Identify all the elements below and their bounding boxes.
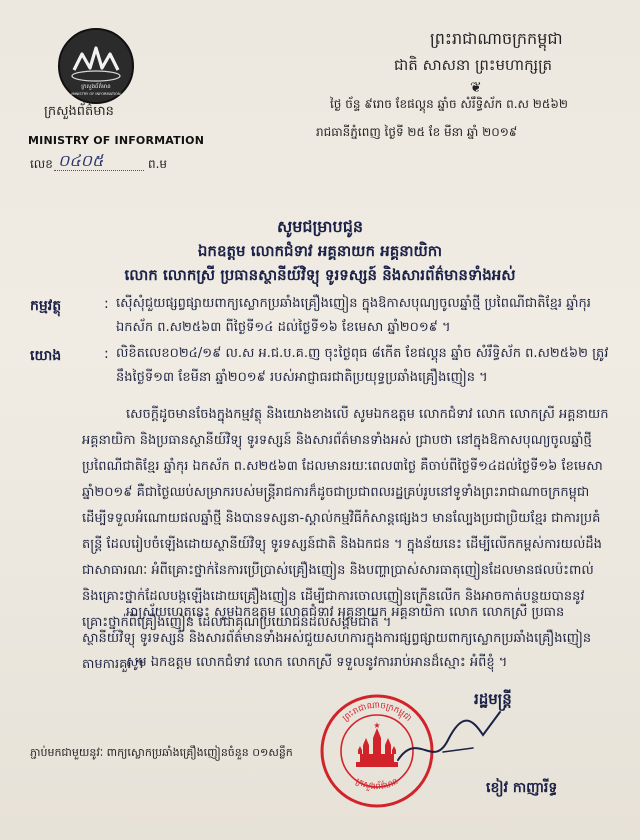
subject-colon: : <box>104 296 109 312</box>
national-motto: ជាតិ សាសនា ព្រះមហាក្សត្រ <box>394 56 553 74</box>
solar-date: រាជធានីភ្នំពេញ ថ្ងៃទី ២៥ ខែ មីនា ឆ្នាំ ២០១៩ <box>316 125 518 139</box>
kingdom-heading: ព្រះរាជាណាចក្រកម្ពុជា <box>430 29 563 48</box>
subject-text: ស៊ើសុំជួយផ្សព្វផ្សាយពាក្យស្លោកប្រឆាំងគ្រឿងញៀន ក្នុងឱកាសបុណ្យចូលឆ្នាំថ្មី ប្រពៃណីជាតិខ្មែរ ឆ្នាំកុរ ឯកស័ក ព.ស២៥៦៣ ពីថ្ងៃទី១៤ ដល់ថ្ងៃទី១៦ ខែមេសា ឆ្នាំ២០១៩ ។ <box>116 296 591 335</box>
logo-text: ក្រសួងព័ត៌មាន <box>81 84 111 90</box>
reference-number-unit: ព.ម <box>148 157 168 171</box>
stamp-bottom-text: ក្រសួងព័ត៌មាន <box>353 776 401 793</box>
reference-number-dots <box>54 170 144 171</box>
addressee-greeting: សូមជម្រាបជូន <box>276 217 363 236</box>
reference-number: ០៤០៥ <box>58 151 104 170</box>
logo-graphic <box>60 30 132 102</box>
ministry-name-kh: ក្រសួងព័ត៌មាន <box>44 104 114 119</box>
signature <box>388 700 518 780</box>
reference-number-label: លេខ <box>30 157 53 171</box>
ministry-logo <box>58 28 134 104</box>
reference-colon: : <box>104 346 109 362</box>
stamp-star-left: ★ <box>373 721 381 730</box>
reference-label: យោង <box>30 348 62 364</box>
logo-subtext: MINISTRY OF INFORMATION <box>71 92 121 96</box>
reference-text: លិខិតលេខ០២៤/១៩ ល.ស អ.ជ.ប.គ.ញ ចុះថ្ងៃពុធ ៨កើត ខែផល្គុន ឆ្នាំច សំរឹទ្ធិស័ក ព.ស២៥៦២ ត្រូវនឹងថ្ងៃទី១៣ ខែមីនា ឆ្នាំ២០១៩ របស់អាជ្ញាធរជាតិប្រយុទ្ធប្រឆាំងគ្រឿងញៀន ។ <box>116 346 609 385</box>
signer-name: ខៀវ កាញារីទ្ធ <box>486 780 558 796</box>
body-paragraph-2: អាស្រ័យហេតុនេះ សូមឯកឧត្តម លោកជំទាវ អគ្គនាយក អគ្គនាយិកា លោក លោកស្រី ប្រធានស្ថានីយ៍វិទ្យុ ទូរទស្សន៍ និងសារព័ត៌មានទាំងអស់ជួយសហការក្នុងការផ្សព្វផ្សាយពាក្យស្លោកប្រឆាំងគ្រឿងញៀន តាមការគួរ ។ <box>82 605 592 672</box>
body-paragraph-3: សូម ឯកឧត្តម លោកជំទាវ លោក លោកស្រី ទទួលនូវការរាប់អានដ៏ស្មោះ អំពីខ្ញុំ ។ <box>126 655 508 670</box>
addressee-line-2: ឯកឧត្តម លោកជំទាវ អគ្គនាយក អគ្គនាយិកា <box>197 242 443 260</box>
signer-title: រដ្ឋមន្ត្រី <box>474 690 512 708</box>
subject-label: កម្មវត្ថុ <box>30 298 62 314</box>
stamp-top-text: ព្រះរាជាណាចក្រកម្ពុជា <box>340 700 414 724</box>
body-paragraph-1: សេចក្តីដូចមានចែងក្នុងកម្មវត្ថុ និងយោងខាងលើ សូមឯកឧត្តម លោកជំទាវ លោក លោកស្រី អគ្គនាយក អគ្គនាយិកា និងប្រធានស្ថានីយ៍វិទ្យុ ទូរទស្សន៍ និងសារព័ត៌មានទាំងអស់ ជ្រាបថា នៅក្នុងឱកាសបុណ្យចូលឆ្នាំថ្មីប្រពៃណីជាតិខ្មែរ ឆ្នាំកុរ ឯកស័ក ព.ស២៥៦៣ ដែលមានរយៈពេល៣ថ្ងៃ គឺចាប់ពីថ្ងៃទី១៤ដល់ថ្ងៃទី១៦ ខែមេសា ឆ្នាំ២០១៩ គឺជាថ្ងៃឈប់សម្រាករបស់មន្ត្រីរាជការក៏ដូចជាប្រជាពលរដ្ឋគ្រប់រូបនៅទូទាំងព្រះរាជាណាចក្រកម្ពុជា ដើម្បីទទួលអំណោយផលឆ្នាំថ្មី និងបានទស្សនា-ស្គាល់កម្មវិធីកំសាន្តផ្សេងៗ មានល្បែងប្រជាប្រិយខ្មែរ ជាការប្រគំតន្ត្រី ដែលរៀបចំឡើងដោយស្ថានីយ៍វិទ្យុ ទូរទស្សន៍ជាតិ និងឯកជន ។ ក្នុងន័យនេះ ដើម្បីលើកកម្ពស់ការយល់ដឹងជាសាធារណៈ អំពីគ្រោះថ្នាក់នៃការប្រើប្រាស់គ្រឿងញៀន និងបញ្ហាប្រាស់សារធាតុញៀនដែលមានផលប៉ះពាល់ និងគ្រោះថ្នាក់ដែលបង្កឡើងដោយគ្រឿងញៀន ដើម្បីជាការចោលញៀនក្រើនលើក និងអាចកាត់បន្ថយបាននូវគ្រោះថ្នាក់ពីគ្រឿងញៀន ដែលជាគុណប្រយោជន៍ដល់សង្គមជាតិ ។ <box>82 407 609 630</box>
header-ornament: ❦ <box>470 80 482 96</box>
addressee-line-3: លោក លោកស្រី ប្រធានស្ថានីយ៍វិទ្យុ ទូរទស្សន៍ និងសារព័ត៌មានទាំងអស់ <box>124 266 516 284</box>
ministry-name-en: MINISTRY OF INFORMATION <box>28 134 205 147</box>
attachment-note: ភ្ជាប់មកជាមួយនូវៈ ពាក្យស្លោកប្រឆាំងគ្រឿងញៀនចំនួន ០១សន្លឹក <box>30 746 293 759</box>
lunar-date: ថ្ងៃ ច័ន្ទ ៩រោច ខែផល្គុន ឆ្នាំច សំរឹទ្ធិស័ក ព.ស ២៥៦២ <box>330 97 568 111</box>
